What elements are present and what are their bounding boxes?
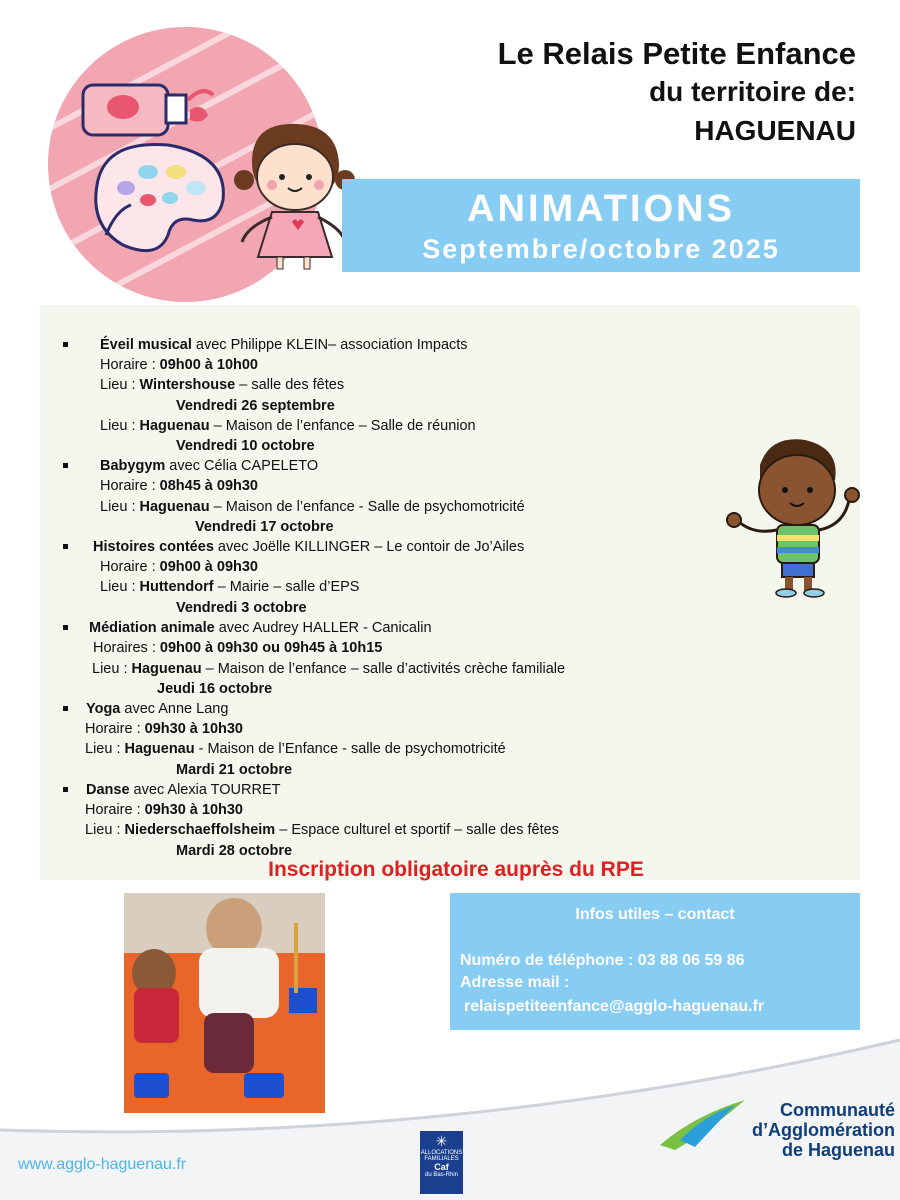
contact-info-box: [450, 893, 860, 1030]
activity-date: Mardi 28 octobre: [176, 843, 293, 859]
activity-title-histoires: Histoires contées avec Joëlle KILLINGER – Le contoir de Jo’Ailes: [93, 539, 525, 555]
activity-lieu: Lieu : Haguenau – Maison de l’enfance - Salle de psychomotricité: [100, 499, 525, 515]
activity-horaire: Horaires : 09h00 à 09h30 ou 09h45 à 10h15: [93, 640, 383, 656]
title-subline: du territoire de:: [649, 76, 856, 107]
activity-lieu: Lieu : Niederschaeffolsheim – Espace culturel et sportif – salle des fêtes: [85, 822, 559, 838]
contact-title: Infos utiles – contact: [575, 906, 735, 923]
activity-horaire: Horaire : 09h00 à 09h30: [100, 559, 258, 575]
email-label: Adresse mail :: [460, 974, 570, 991]
activity-title-eveil: Éveil musical avec Philippe KLEIN– association Impacts: [100, 337, 468, 353]
bullet-icon: [63, 463, 68, 468]
activity-title-babygym: Babygym avec Célia CAPELETO: [100, 458, 319, 474]
bullet-icon: [63, 787, 68, 792]
caf-text: FAMILIALES: [424, 1156, 459, 1162]
activity-date: Vendredi 17 octobre: [195, 519, 334, 535]
activity-lieu: Lieu : Huttendorf – Mairie – salle d’EPS: [100, 579, 360, 595]
activity-lieu: Lieu : Haguenau - Maison de l’Enfance - salle de psychomotricité: [85, 741, 506, 757]
title-block: [498, 36, 856, 150]
activity-horaire: Horaire : 09h00 à 10h00: [100, 357, 258, 373]
activity-date: Mardi 21 octobre: [176, 762, 293, 778]
activity-title-danse: Danse avec Alexia TOURRET: [86, 782, 281, 798]
activity-lieu: Lieu : Haguenau – Maison de l’enfance – salle d’activités crèche familiale: [92, 661, 566, 677]
banner-subtitle: Septembre/octobre 2025: [422, 234, 780, 264]
phone-number[interactable]: Numéro de téléphone : 03 88 06 59 86: [460, 952, 745, 969]
inscription-notice: Inscription obligatoire auprès du RPE: [268, 858, 644, 881]
activity-date: Vendredi 10 octobre: [176, 438, 315, 454]
caf-text: ALLOCATIONS: [420, 1150, 463, 1156]
activity-horaire: Horaire : 08h45 à 09h30: [100, 478, 258, 494]
paint-palette-icon: [78, 80, 248, 255]
caf-text: Caf: [434, 1162, 449, 1172]
banner-title: ANIMATIONS: [467, 188, 735, 230]
bullet-icon: [63, 706, 68, 711]
activity-horaire: Horaire : 09h30 à 10h30: [85, 802, 243, 818]
girl-illustration: [232, 122, 357, 272]
bullet-icon: [63, 625, 68, 630]
agglo-logo-text: [752, 1100, 895, 1160]
territory-name: HAGUENAU: [694, 115, 856, 146]
page-title: Le Relais Petite Enfance: [497, 36, 856, 71]
activity-horaire: Horaire : 09h30 à 10h30: [85, 721, 243, 737]
email-address[interactable]: relaispetiteenfance@agglo-haguenau.fr: [464, 998, 765, 1015]
activity-date: Vendredi 26 septembre: [176, 398, 335, 414]
website-link[interactable]: www.agglo-haguenau.fr: [18, 1156, 187, 1173]
activity-lieu: Lieu : Wintershouse – salle des fêtes: [100, 377, 345, 393]
boy-illustration: [722, 435, 864, 600]
agglo-logo-icon: [655, 1095, 750, 1155]
activity-date: Vendredi 3 octobre: [176, 600, 307, 616]
animations-banner: [342, 179, 860, 272]
caf-logo: [420, 1131, 463, 1194]
caf-text: du Bas-Rhin: [424, 1172, 459, 1178]
activity-date: Jeudi 16 octobre: [157, 681, 273, 697]
bullet-icon: [63, 544, 68, 549]
caf-emblem-icon: ✳: [435, 1133, 448, 1149]
activity-lieu: Lieu : Haguenau – Maison de l’enfance – Salle de réunion: [100, 418, 476, 434]
logo-line: Communauté: [779, 1100, 895, 1120]
bullet-icon: [63, 342, 68, 347]
activity-title-mediation: Médiation animale avec Audrey HALLER - Canicalin: [89, 620, 432, 636]
activity-title-yoga: Yoga avec Anne Lang: [86, 701, 229, 717]
logo-line: de Haguenau: [781, 1140, 895, 1160]
logo-line: d’Agglomération: [752, 1120, 895, 1140]
